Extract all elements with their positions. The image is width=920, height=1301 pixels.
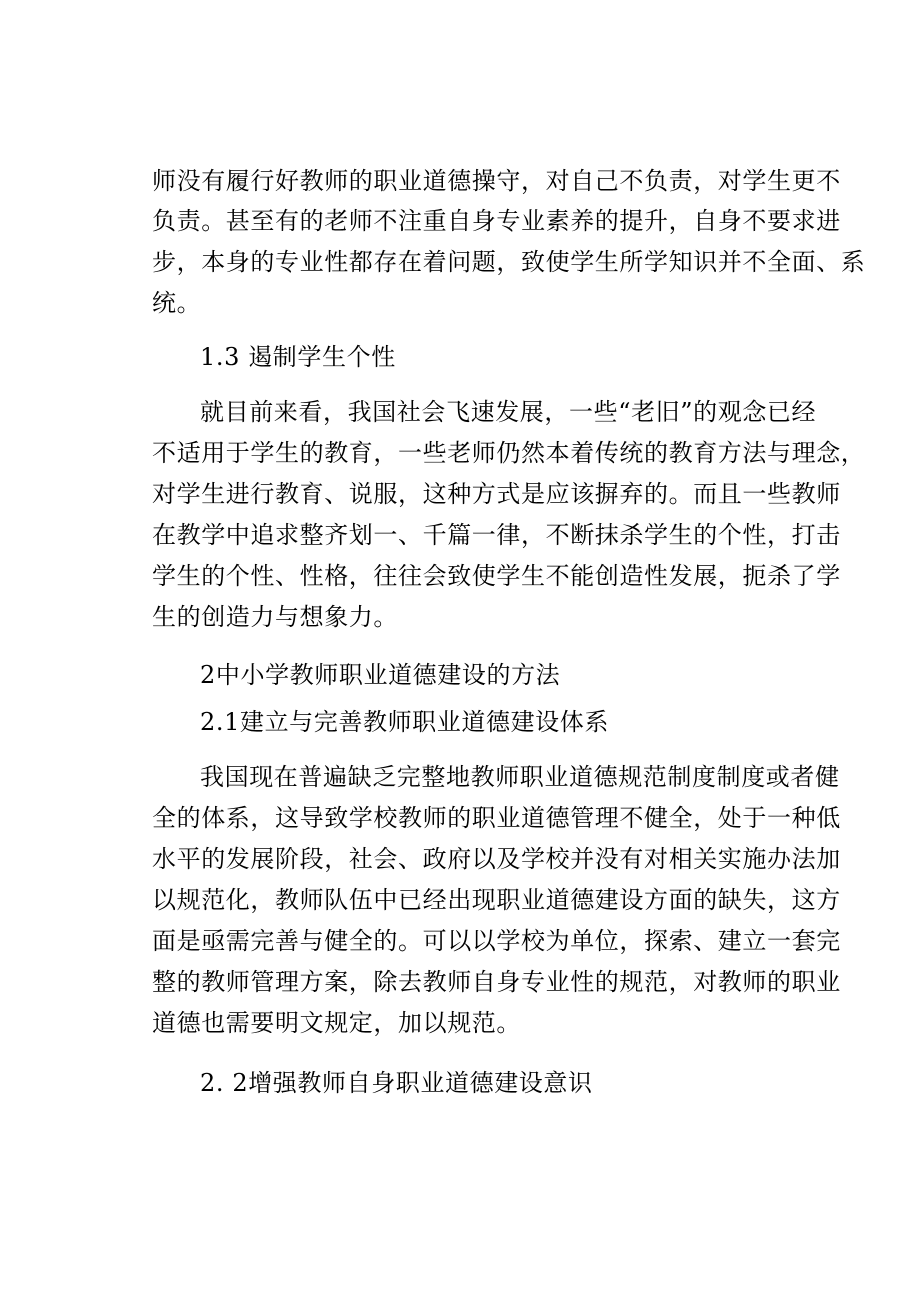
paragraph-line: 面是亟需完善与健全的。可以以学校为单位，探索、建立一套完 <box>152 927 841 955</box>
section-heading-2-1: 2.1建立与完善教师职业道德建设体系 <box>200 708 609 736</box>
paragraph-line: 步，本身的专业性都存在着问题，致使学生所学知识并不全面、系 <box>152 248 866 276</box>
paragraph-line: 对学生进行教育、说服，这种方式是应该摒弃的。而且一些教师 <box>152 480 841 508</box>
section-heading-2: 2中小学教师职业道德建设的方法 <box>200 661 561 689</box>
paragraph-line: 不适用于学生的教育，一些老师仍然本着传统的教育方法与理念， <box>152 439 866 467</box>
paragraph-line: 全的体系，这导致学校教师的职业道德管理不健全，处于一种低 <box>152 804 841 832</box>
paragraph-line: 师没有履行好教师的职业道德操守，对自己不负责，对学生更不 <box>152 167 841 195</box>
section-heading-1-3: 1.3 遏制学生个性 <box>200 343 396 371</box>
section-heading-2-2: 2. 2增强教师自身职业道德建设意识 <box>200 1069 593 1097</box>
paragraph-line: 学生的个性、性格，往往会致使学生不能创造性发展，扼杀了学 <box>152 562 841 590</box>
paragraph-line: 以规范化，教师队伍中已经出现职业道德建设方面的缺失，这方 <box>152 886 841 914</box>
paragraph-line: 水平的发展阶段，社会、政府以及学校并没有对相关实施办法加 <box>152 845 841 873</box>
paragraph-line: 就目前来看，我国社会飞速发展，一些“老旧”的观念已经 <box>200 398 817 426</box>
paragraph-line: 生的创造力与想象力。 <box>152 603 398 631</box>
paragraph-line: 我国现在普遍缺乏完整地教师职业道德规范制度制度或者健 <box>200 763 840 791</box>
paragraph-line: 负责。甚至有的老师不注重自身专业素养的提升，自身不要求进 <box>152 207 841 235</box>
paragraph-line: 在教学中追求整齐划一、千篇一律，不断抹杀学生的个性，打击 <box>152 521 841 549</box>
paragraph-line: 整的教师管理方案，除去教师自身专业性的规范，对教师的职业 <box>152 968 841 996</box>
paragraph-line: 统。 <box>152 289 202 317</box>
paragraph-line: 道德也需要明文规定，加以规范。 <box>152 1009 521 1037</box>
